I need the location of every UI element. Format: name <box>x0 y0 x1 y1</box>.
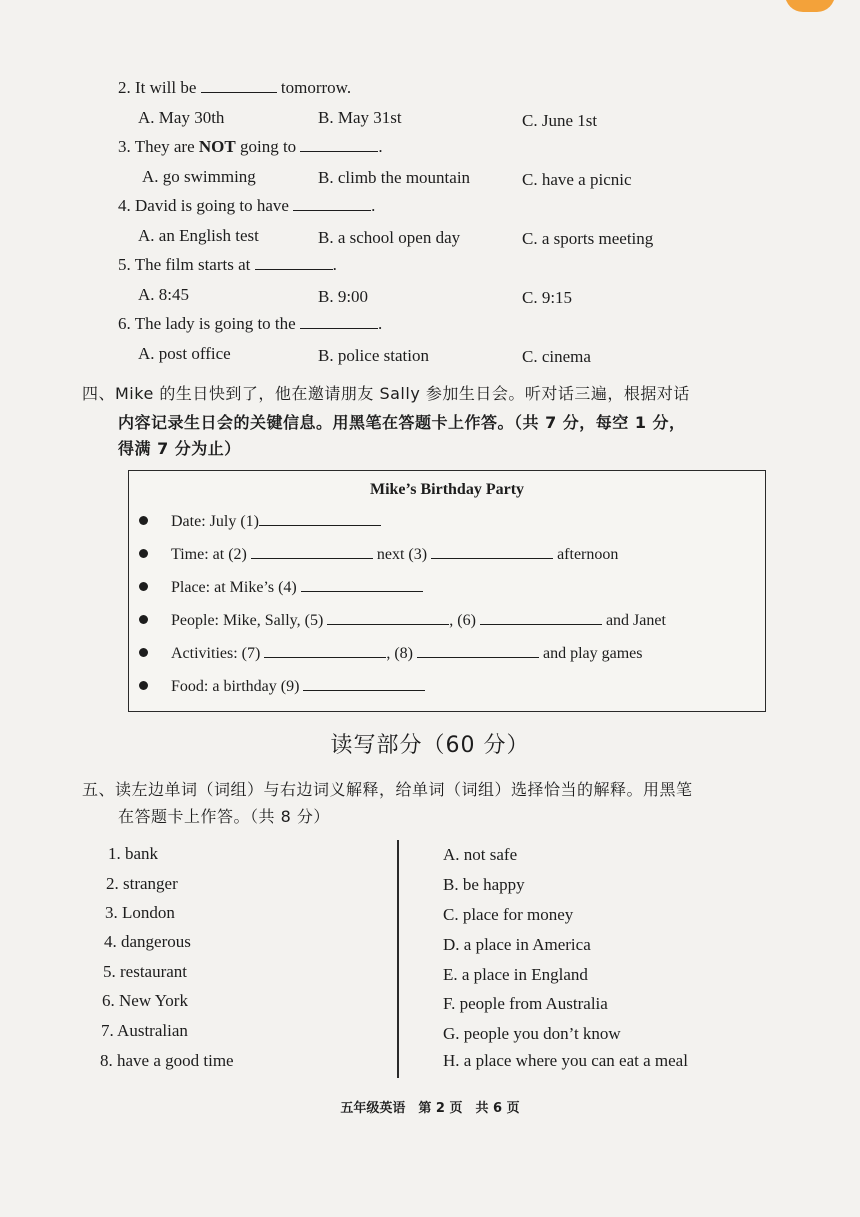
option: C. June 1st <box>522 111 598 130</box>
birthday-party-box <box>128 470 766 712</box>
row-label: Activities: (7) <box>171 645 261 662</box>
section-5-instruction-line-1: 五、读左边单词（词组）与右边词义解释，给单词（词组）选择恰当的解释。用黑笔 <box>82 780 693 799</box>
option: B. May 31st <box>318 108 402 127</box>
right-definition: F. people from Australia <box>443 994 608 1013</box>
answer-blank-6 <box>480 610 602 625</box>
row-label: Food: a birthday (9) <box>171 678 300 695</box>
option: C. a sports meeting <box>522 229 654 248</box>
answer-blank-3 <box>431 544 553 559</box>
section-4-instruction-line-2: 内容记录生日会的关键信息。用黑笔在答题卡上作答。（共 7 分，每空 1 分， <box>118 413 686 432</box>
option: B. 9:00 <box>318 287 369 306</box>
answer-blank-2 <box>251 544 373 559</box>
right-definition: B. be happy <box>443 875 525 894</box>
bullet-icon <box>139 549 148 558</box>
option: C. cinema <box>522 347 591 366</box>
option: A. go swimming <box>142 167 256 186</box>
row-label: and play games <box>542 645 643 662</box>
section-4-instruction-line-3: 得满 7 分为止） <box>118 439 241 458</box>
question-stem: going to <box>239 137 297 156</box>
answer-blank-8 <box>417 643 539 658</box>
option: A. post office <box>138 344 231 363</box>
right-definition: H. a place where you can eat a meal <box>443 1051 688 1070</box>
left-word: 1. bank <box>108 844 159 863</box>
right-definition: A. not safe <box>443 845 518 864</box>
question-6 <box>118 314 382 334</box>
row-label: next (3) <box>376 546 428 563</box>
question-stem: 3. They are <box>118 137 195 156</box>
question-tail: . <box>377 314 383 333</box>
question-stem: 4. David is going to have <box>118 196 289 215</box>
question-tail: . <box>378 137 383 156</box>
question-4 <box>118 196 375 216</box>
question-3 <box>118 137 383 157</box>
left-word: 7. Australian <box>101 1021 188 1040</box>
corner-mark <box>785 0 835 12</box>
right-definition: C. place for money <box>443 905 574 924</box>
bullet-icon <box>139 516 148 525</box>
right-definition: E. a place in England <box>443 965 588 984</box>
option: C. 9:15 <box>522 288 573 307</box>
left-word: 2. stranger <box>106 874 178 893</box>
left-word: 3. London <box>105 903 175 922</box>
row-label: Place: at Mike’s (4) <box>171 579 297 596</box>
answer-blank-4 <box>301 577 423 592</box>
row-label: , (8) <box>386 645 413 662</box>
question-emphasis: NOT <box>198 137 236 156</box>
answer-blank-1 <box>259 511 381 526</box>
answer-blank-7 <box>264 643 386 658</box>
option: B. police station <box>318 346 429 365</box>
row-label: People: Mike, Sally, (5) <box>171 612 324 629</box>
row-label: and Janet <box>605 612 666 629</box>
option: A. 8:45 <box>138 285 189 304</box>
row-label: Date: July (1) <box>171 513 259 530</box>
section-5-instruction-line-2: 在答题卡上作答。（共 8 分） <box>118 807 330 826</box>
question-stem: 6. The lady is going to the <box>118 314 296 333</box>
option: B. a school open day <box>318 228 461 247</box>
bullet-icon <box>139 681 148 690</box>
question-tail: tomorrow. <box>280 78 352 97</box>
section-4-instruction-line-1: 四、Mike 的生日快到了，他在邀请朋友 Sally 参加生日会。听对话三遍，根据对话 <box>82 384 690 403</box>
column-divider <box>397 840 399 1078</box>
row-label: afternoon <box>557 546 619 563</box>
page-footer: 五年级英语 第 2 页 共 6 页 <box>340 1101 520 1116</box>
option: A. May 30th <box>138 108 225 127</box>
box-title: Mike’s Birthday Party <box>369 481 525 498</box>
bullet-icon <box>139 648 148 657</box>
right-definition: G. people you don’t know <box>443 1024 621 1043</box>
row-label: , (6) <box>449 612 476 629</box>
answer-blank <box>300 314 378 329</box>
left-word: 8. have a good time <box>100 1051 234 1070</box>
right-definition: D. a place in America <box>443 935 591 954</box>
answer-blank <box>255 255 333 270</box>
option: C. have a picnic <box>522 170 632 189</box>
question-5 <box>118 255 337 275</box>
reading-writing-title: 读写部分（60 分） <box>330 733 530 758</box>
bullet-icon <box>139 582 148 591</box>
answer-blank-5 <box>327 610 449 625</box>
answer-blank <box>293 196 371 211</box>
answer-blank <box>201 78 277 93</box>
option: B. climb the mountain <box>318 168 471 187</box>
answer-blank <box>300 137 378 152</box>
question-tail: . <box>371 196 376 215</box>
question-stem: 5. The film starts at <box>118 255 251 274</box>
bullet-icon <box>139 615 148 624</box>
row-label: Time: at (2) <box>171 546 247 563</box>
left-word: 6. New York <box>102 991 188 1010</box>
question-tail: . <box>332 255 337 274</box>
question-stem: 2. It will be <box>118 78 197 97</box>
left-word: 4. dangerous <box>104 932 191 951</box>
question-2 <box>118 78 351 98</box>
left-word: 5. restaurant <box>103 962 188 981</box>
option: A. an English test <box>138 226 259 245</box>
answer-blank-9 <box>303 676 425 691</box>
